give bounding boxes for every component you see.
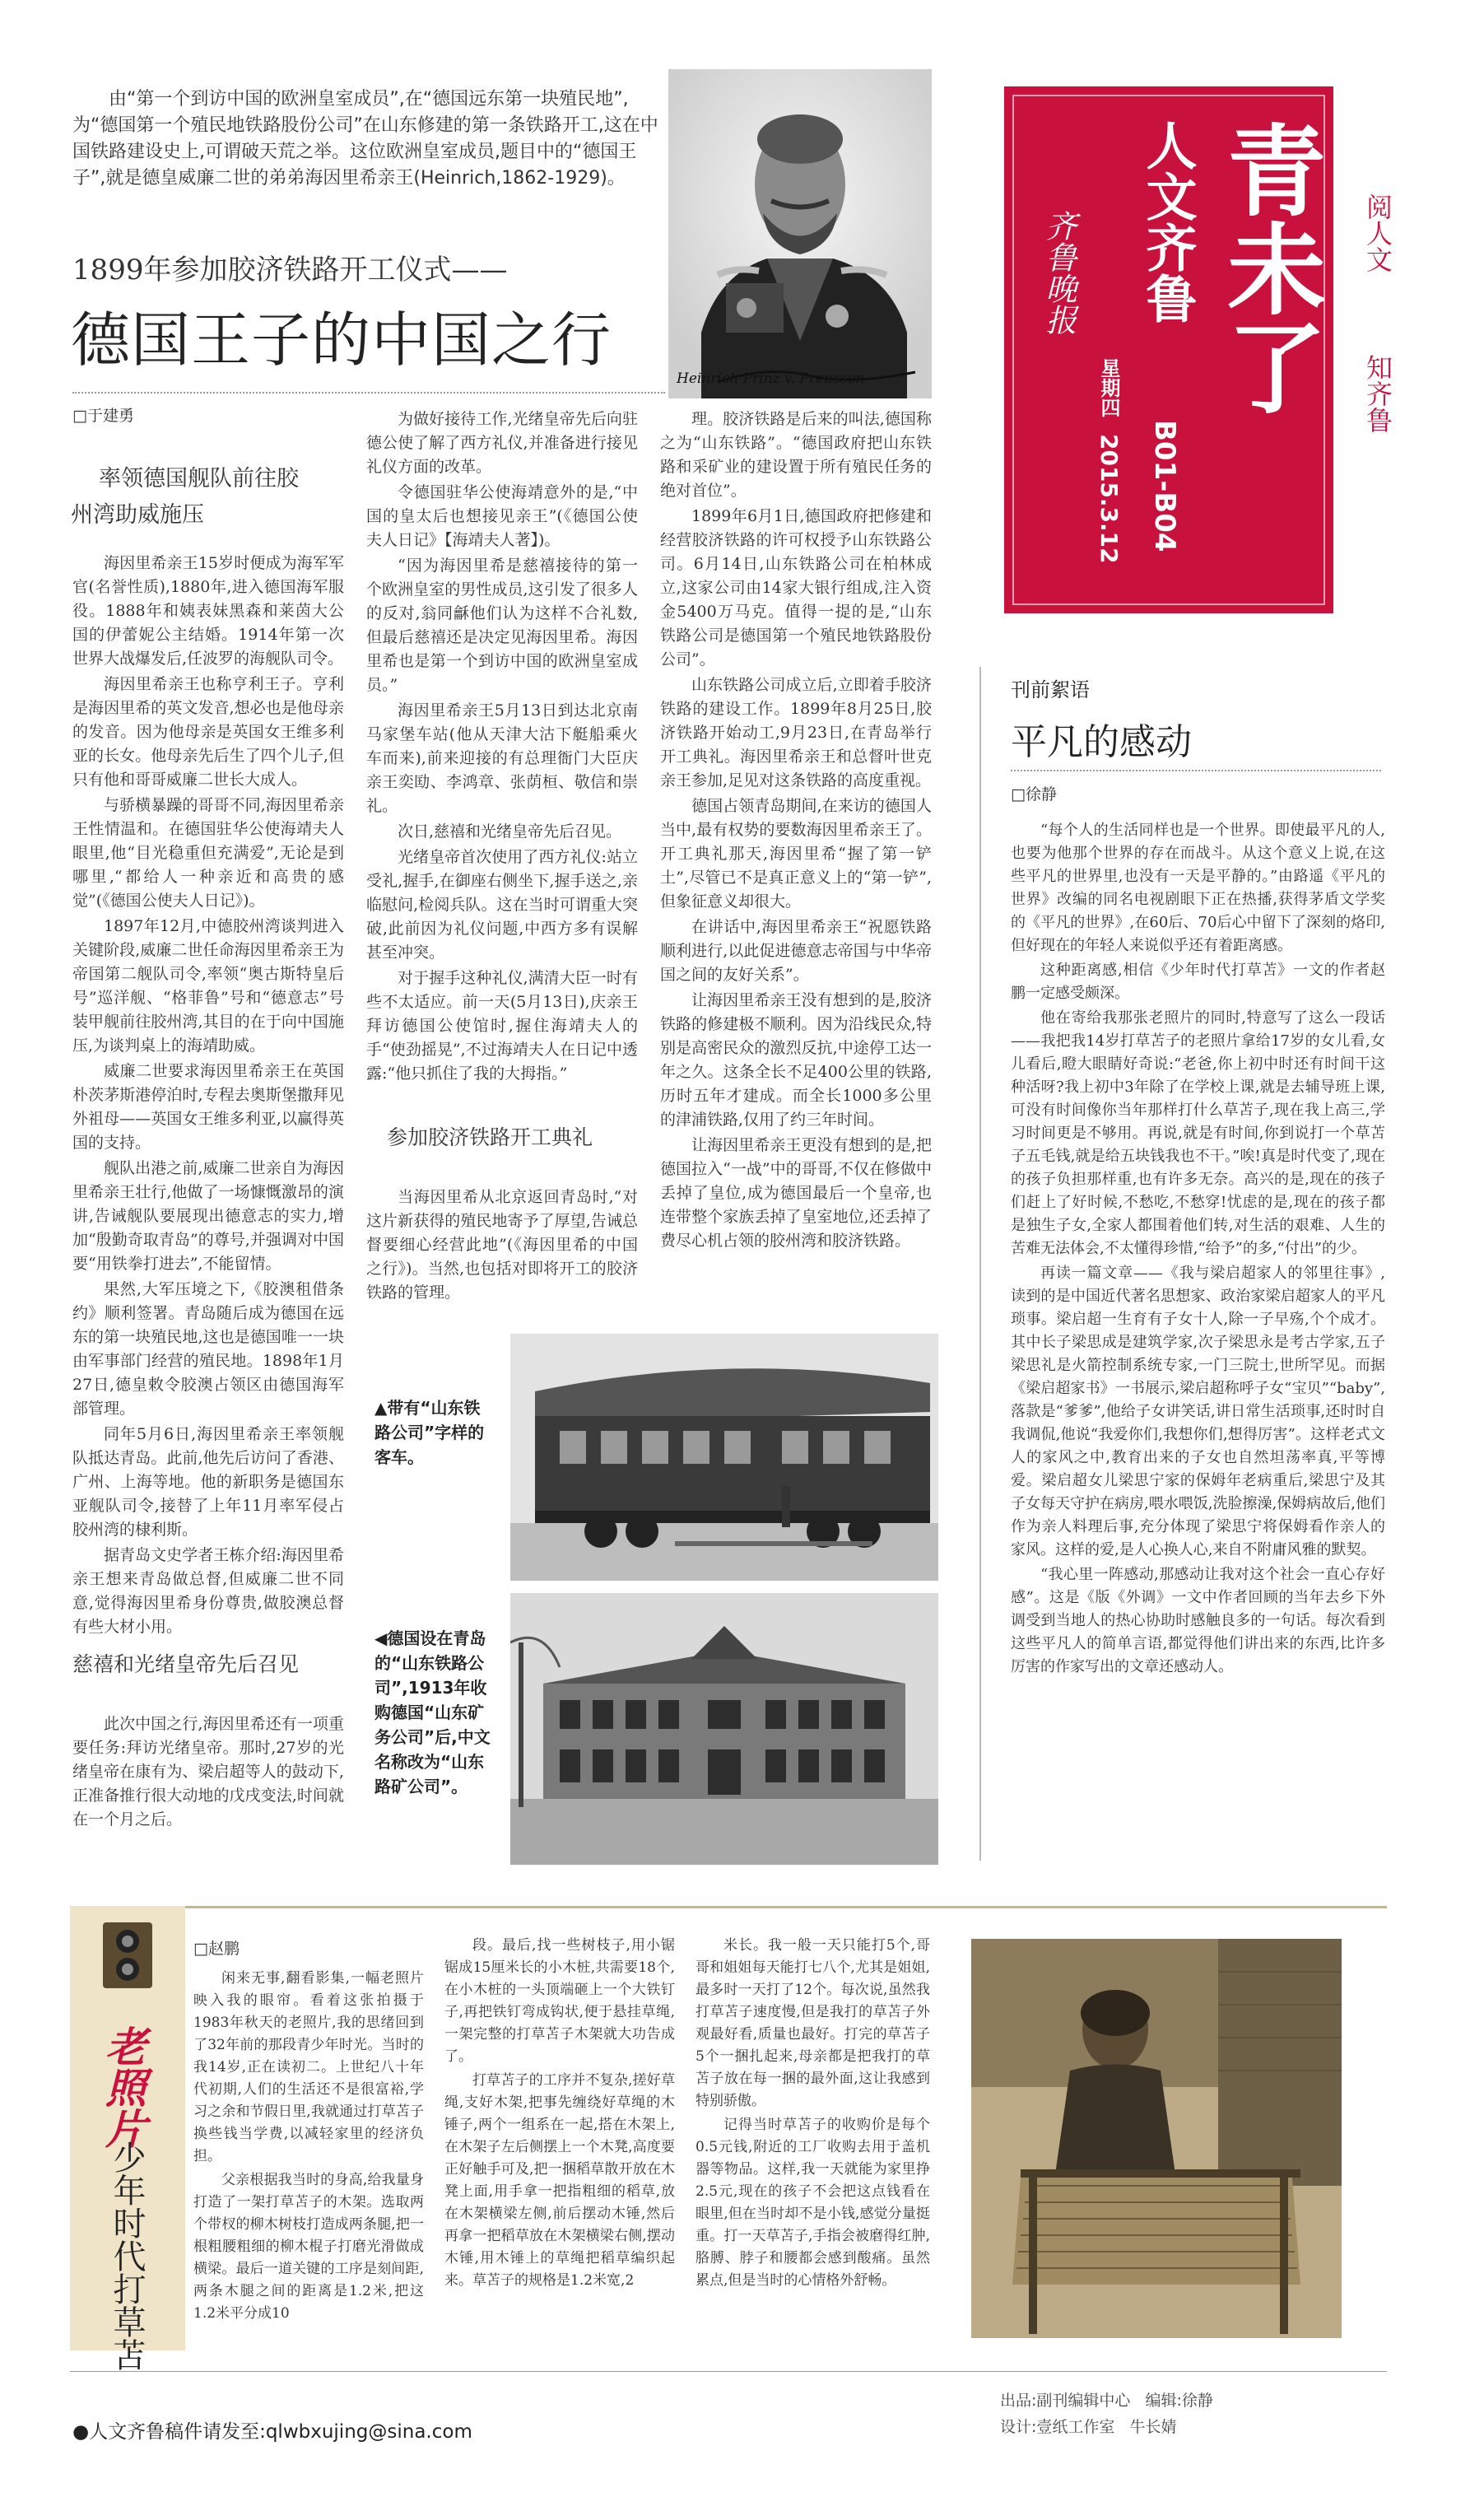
paragraph: 在讲话中,海因里希亲王“祝愿铁路顺利进行,以此促进德意志帝国与中华帝国之间的友好关系”。	[660, 918, 932, 984]
paragraph: 这种距离感,相信《少年时代打草苫》一文的作者赵鹏一定感受颇深。	[1011, 962, 1385, 1002]
masthead-weekday: 星期四	[1097, 358, 1120, 417]
boy-weaving-photo	[971, 1939, 1342, 2338]
footer-credit-design: 设计:壹纸工作室	[1000, 2418, 1115, 2436]
masthead-side-2	[1358, 354, 1398, 433]
portrait-photo-heinrich	[668, 69, 932, 398]
paragraph: 米长。我一般一天只能打5个,哥哥和姐姐每天能打七八个,尤其是姐姐,最多时一天打了12个。每次说,虽然我打草苫子速度慢,但是我打的草苫子外观最好看,质量也最好。打完的草苫子5个一捆扎起来,母亲都是把我打的草苫子放在每一捆的最外面,这让我感到特别骄傲。	[695, 1937, 930, 2109]
paragraph: “因为海因里希是慈禧接待的第一个欧洲皇室的男性成员,这引发了很多人的反对,翁同龢他们认为这样不合礼数,但最后慈禧还是决定见海因里希。海因里希也是第一个到访中国的欧洲皇室成员。”	[366, 557, 638, 694]
lead-col1-tail-text: 此次中国之行,海因里希还有一项重要任务:拜访光绪皇帝。那时,27岁的光绪皇帝在康有为、梁启超等人的鼓动下,正准备推行很大动地的戊戌变法,时间就在一个月之后。	[72, 1715, 344, 1829]
paragraph: 1899年6月1日,德国政府把修建和经营胶济铁路的许可权授予山东铁路公司。6月14日,山东铁路公司在柏林成立,这家公司由14家大银行组成,注入资金5400万马克。值得一提的是,“山东铁路公司是德国第一个殖民地铁路股份公司”。	[660, 507, 932, 669]
masthead-box	[1004, 86, 1333, 613]
masthead-side-1	[1358, 193, 1398, 273]
lead-column-3	[660, 408, 932, 1255]
paragraph: 他在寄给我那张老照片的同时,特意写了这么一段话——我把我14岁打草苫子的老照片拿给17岁的女儿看,女儿看后,瞪大眼睛好奇说:“老爸,你上初中时还有时间干这种活呀?我上初中3年除了在学校上课,就是去辅导班上课,可没有时间像你当年那样打什么草苫子,现在我上高三,学习时间更是不够用。再说,就是有时间,你到说打一个草苫子五毛钱,就是给五块钱我也不干。”唉!真是时代变了,现在的孩子负担那样重,也有许多无奈。高兴的是,现在的孩子们赶上了好时候,不愁吃,不愁穿!忧虑的是,现在的孩子都是独生子女,全家人都围着他们转,对生活的艰难、人生的苦难无法体会,不太懂得珍惜,“给予”的多,“付出”的少。	[1011, 1009, 1385, 1257]
paragraph: 再读一篇文章——《我与梁启超家人的邻里往事》,读到的是中国近代著名思想家、政治家梁启超家人的平凡琐事。梁启超一生育有子女十人,除一子早殇,个个成才。其中长子梁思成是建筑学家,次子梁思永是考古学家,五子梁思礼是火箭控制系统专家,一门三院士,世所罕见。而据《梁启超家书》一书展示,梁启超称呼子女“宝贝”“baby”,落款是“爹爹”,他给子女讲笑话,讲日常生活琐事,还时时自我调侃,他说“我爱你们,我想你们,想得厉害”。这样老式文人的家风之中,教育出来的子女也自然坦荡率真,平等博爱。梁启超女儿梁思宁家的保姆年老病重后,梁思宁及其子女每天守护在病房,喂水喂饭,洗脸擦澡,保姆病故后,他们作为亲人料理后事,充分体现了梁思宁将保姆看作亲人的家风。这样的爱,是人心换人心,来自不附庸风雅的默契。	[1011, 1265, 1385, 1558]
paragraph: 光绪皇帝首次使用了西方礼仪:站立受礼,握手,在御座右侧坐下,握手送之,亲临慰问,检阅兵队。这在当时可谓重大突破,此前因为礼仪问题,中西方多有误解甚至冲突。	[366, 848, 638, 962]
paragraph: 让海因里希亲王更没有想到的是,把德国拉入“一战”中的哥哥,不仅在修做中丢掉了皇位,成为德国最后一个皇帝,也连带整个家族丢掉了皇室地位,还丢掉了费尽心机占领的胶州湾和胶济铁路。	[660, 1136, 932, 1250]
paragraph: 理。胶济铁路是后来的叫法,德国称之为“山东铁路”。“德国政府把山东铁路和采矿业的建设置于所有殖民任务的绝对首位”。	[660, 410, 932, 500]
camera-icon	[99, 1918, 156, 1996]
paragraph: 果然,大军压境之下,《胶澳租借条约》顺利签署。青岛随后成为德国在远东的第一块殖民地,这也是德国唯一一块由军事部门经营的殖民地。1898年1月27日,德皇敕令胶澳占领区由德国海军部管理。	[72, 1280, 344, 1418]
masthead-section-text: 人文齐鲁	[1137, 119, 1198, 324]
lead-intro-text: 由“第一个到访中国的欧洲皇室成员”,在“德国远东第一块殖民地”,为“德国第一个殖民地铁路股份公司”在山东修建的第一条铁路开工,这在中国铁路建设史上,可谓破天荒之举。这位欧洲皇室成员,题目中的“德国王子”,就是德皇威廉二世的弟弟海因里希亲王(Heinrich,1862-1929)。	[72, 89, 658, 189]
caption-railway-car: ▲带有“山东铁路公司”字样的客车。	[374, 1398, 485, 1467]
old-photo-column-label-text: 老照片	[99, 2025, 147, 2149]
masthead-side-2-text: 知齐鲁	[1362, 354, 1393, 433]
masthead-brand	[1211, 119, 1329, 416]
footer-rule	[70, 2371, 1387, 2372]
paragraph: 德国占领青岛期间,在来访的德国人当中,最有权势的要数海因里希亲王了。开工典礼那天,海因里希“握了第一铲土”,尽管已不是真正意义上的“第一铲”,但象征意义却很大。	[660, 797, 932, 911]
paragraph: 段。最后,找一些树枝子,用小锯锯成15厘米长的小木桩,共需要18个,在小木桩的一头顶端砸上一个大铁钉子,再把铁钉弯成钩状,便于悬挂草绳,一架完整的打草苫子木架就大功告成了。	[444, 1937, 675, 2065]
lead-subhead-1b: 州湾助威施压	[71, 502, 204, 528]
lead-column-1-tail	[72, 1712, 344, 1833]
lead-byline: □于建勇	[72, 407, 134, 425]
lead-subhead-1a: 率领德国舰队前往胶	[99, 466, 299, 491]
footer-credit-designer: 牛长婧	[1129, 2418, 1177, 2436]
paragraph: 记得当时草苫子的收购价是每个0.5元钱,附近的工厂收购去用于盖机器等物品。这样,我一天就能为家里挣2.5元,现在的孩子不会把这点钱看在眼里,但在当时却不是小钱,感觉分量挺重。打一天草苫子,手指会被磨得红肿,胳膊、脖子和腰都会感到酸痛。虽然累点,但是当时的心情格外舒畅。	[695, 2117, 930, 2289]
portrait-signature: Heinrich Prinz v. Preussen	[677, 370, 865, 387]
paragraph: 海因里希亲王也称亨利王子。亨利是海因里希的英文发音,想必也是他母亲的发音。因为他母亲是英国女王维多利亚的长女。他母亲先后生了四个儿子,但只有他和哥哥威廉二世长大成人。	[72, 675, 344, 789]
bottom-byline: □赵鹏	[193, 1940, 240, 1958]
paragraph: 山东铁路公司成立后,立即着手胶济铁路的建设工作。1899年8月25日,胶济铁路开始动工,9月23日,在青岛举行开工典礼。海因里希亲王和总督叶世克亲王参加,足见对这条铁路的高度重视。	[660, 676, 932, 790]
old-photo-title-text: 少年时代打草苫	[108, 2141, 146, 2371]
masthead-pages-text: B01-B04	[1148, 420, 1181, 552]
lead-intro	[72, 86, 665, 192]
lead-column-2	[366, 408, 638, 1088]
side-headline: 平凡的感动	[1011, 721, 1192, 763]
paragraph: 威廉二世要求海因里希亲王在英国朴茨茅斯港停泊时,专程去奥斯堡撒拜见外祖母——英国女王维多利亚,以赢得英国的支持。	[72, 1062, 344, 1152]
paragraph: 1897年12月,中德胶州湾谈判进入关键阶段,威廉二世任命海因里希亲王为帝国第二舰队司令,率领“奥古斯特皇后号”巡洋舰、“格菲鲁”号和“德意志”号装甲舰前往胶州湾,其目的在于向中国施压,为谈判桌上的海靖助威。	[72, 917, 344, 1055]
masthead-brand-text: 青未了	[1211, 119, 1325, 416]
bottom-column-3	[695, 1935, 930, 2294]
paragraph: “每个人的生活同样也是一个世界。即使最平凡的人,也要为他那个世界的存在而战斗。从这个意义上说,在这些平凡的世界里,也没有一天是平静的。”由路遥《平凡的世界》改编的同名电视剧眼下正在热播,获得茅盾文学奖的《平凡的世界》,在60后、70后心中留下了深刻的烙印,但好现在的年轻人来说似乎还有着距离感。	[1011, 822, 1385, 954]
lead-subhead-1	[71, 461, 346, 533]
paragraph: 次日,慈禧和光绪皇帝先后召见。	[398, 822, 622, 841]
paragraph: 对于握手这种礼仪,满清大臣一时有些不太适应。前一天(5月13日),庆亲王拜访德国公使馆时,握住海靖夫人的手“使劲摇晃”,不过海靖夫人在日记中透露:“他只抓住了我的大拇指。”	[366, 969, 638, 1083]
paragraph: 闲来无事,翻看影集,一幅老照片映入我的眼帘。看着这张拍摄于1983年秋天的老照片,我的思绪回到了32年前的那段青少年时光。当时的我14岁,正在读初二。上世纪八十年代初期,人们的生活还不是很富裕,学习之余和节假日里,我就通过打草苫子换些钱当学费,以减轻家里的经济负担。	[193, 1970, 424, 2164]
masthead-side-1-text: 阅人文	[1362, 193, 1393, 273]
bottom-column-2	[444, 1935, 675, 2294]
footer-credits	[1000, 2388, 1379, 2440]
masthead-paper	[1037, 210, 1078, 335]
paragraph: 令德国驻华公使海靖意外的是,“中国的皇太后也想接见亲王”(《德国公使夫人日记》【海靖夫人著】)。	[366, 483, 638, 549]
masthead-paper-text: 齐鲁晚报	[1040, 210, 1077, 335]
bullet-icon: ●	[72, 2421, 90, 2443]
lead-column-2-tail	[366, 1186, 638, 1307]
paragraph: 父亲根据我当时的身高,给我量身打造了一架打草苫子的木架。选取两个带杈的柳木树枝打造成两条腿,把一根粗腰粗细的柳木棍子打磨光滑做成横梁。最后一道关键的工序是刻间距,两条木腿之间的距离是1.2米,把这1.2米平分成10	[193, 2172, 424, 2322]
headline-divider	[72, 392, 665, 394]
masthead-section	[1128, 119, 1202, 324]
lead-kicker: 1899年参加胶济铁路开工仪式——	[72, 254, 508, 287]
footer-submit-text[interactable]: 人文齐鲁稿件请发至:qlwbxujing@sina.com	[89, 2421, 472, 2443]
lead-column-1	[72, 552, 344, 1641]
paragraph: 舰队出港之前,威廉二世亲自为海因里希亲王壮行,他做了一场慷慨激昂的演讲,告诫舰队要展现出德意志的实力,增加“殷勤奇取青岛”的尊号,并强调对中国要“用铁拳打进去”,不能留情。	[72, 1159, 344, 1273]
footer-credit-editor: 编辑:徐静	[1145, 2392, 1213, 2410]
footer-submit	[72, 2416, 472, 2443]
caption-building: ◀德国设在青岛的“山东铁路公司”,1913年收购德国“山东矿务公司”后,中文名称改为“山东路矿公司”。	[374, 1628, 491, 1796]
paragraph: 同年5月6日,海因里希亲王率领舰队抵达青岛。此前,他先后访问了香港、广州、上海等地。他的新职务是德国东亚舰队司令,接替了上年11月率军侵占胶州湾的棣利斯。	[72, 1425, 344, 1539]
railway-car-photo	[510, 1334, 938, 1581]
side-byline: □徐静	[1011, 785, 1057, 804]
paragraph: 打草苫子的工序并不复杂,搓好草绳,支好木架,把事先缠绕好草绳的木锤子,两个一组系在一起,搭在木架上,在木架子左后侧摆上一个木凳,高度要正好触手可及,把一捆稻草散开放在木凳上面,用手拿一把指粗细的稻草,放在木架横梁左侧,前后摆动木锤,然后再拿一把稻草放在木架横梁右侧,摆动木锤,用木锤上的草绳把稻草编织起来。草苫子的规格是1.2米宽,2	[444, 2072, 675, 2289]
lead-subhead-3: 参加胶济铁路开工典礼	[387, 1125, 593, 1149]
railway-company-building-photo	[510, 1593, 938, 1865]
masthead-pages	[1123, 420, 1181, 552]
lead-subhead-2: 慈禧和光绪皇帝先后召见	[72, 1652, 300, 1676]
footer-credit-producer: 出品:副刊编辑中心	[1000, 2392, 1131, 2410]
lead-col2-tail-text: 当海因里希从北京返回青岛时,“对这片新获得的殖民地寄予了厚望,告诫总督要细心经营此地”(《海因里希的中国之行》)。当然,也包括对即将开工的胶济铁路的管理。	[366, 1188, 638, 1302]
side-divider	[1011, 770, 1381, 771]
column-divider	[979, 667, 981, 1861]
lead-headline: 德国王子的中国之行	[71, 305, 612, 375]
side-label: 刊前絮语	[1011, 678, 1090, 701]
old-photo-title	[107, 2141, 147, 2371]
bottom-column-1	[193, 1968, 424, 2327]
side-column	[1011, 819, 1385, 1680]
paragraph: 据青岛文史学者王栋介绍:海因里希亲王想来青岛做总督,但威廉二世不同意,觉得海因里希身份尊贵,做胶澳总督有些大材小用。	[72, 1546, 344, 1636]
paragraph: 海因里希亲王15岁时便成为海军军官(名誉性质),1880年,进入德国海军服役。1888年和姨表妹黑森和莱茵大公国的伊蕾妮公主结婚。1914年第一次世界大战爆发后,任波罗的海舰队司令。	[72, 554, 344, 668]
paragraph: 与骄横暴躁的哥哥不同,海因里希亲王性情温和。在德国驻华公使海靖夫人眼里,他“目光稳重但充满爱”,无论是到哪里,“都给人一种亲近和高贵的感觉”(《德国公使夫人日记》)。	[72, 796, 344, 910]
paragraph: “我心里一阵感动,那感动让我对这个社会一直心存好感”。这是《版《外调》一文中作者回顾的当年去乡下外调受到当地人的热心协助时感触良多的一句话。每次看到这些平凡人的简单言语,都觉得他们讲出来的东西,比许多厉害的作家写出的文章还感动人。	[1011, 1566, 1385, 1675]
paragraph: 为做好接待工作,光绪皇帝先后向驻德公使了解了西方礼仪,并准备进行接见礼仪方面的改革。	[366, 410, 638, 476]
paragraph: 让海因里希亲王没有想到的是,胶济铁路的修建极不顺利。因为沿线民众,特别是高密民众的激烈反抗,中途停工达一年之久。这条全长不足400公里的铁路,历时五年才建成。而全长1000多公里的津浦铁路,仅用了约三年时间。	[660, 991, 932, 1129]
paragraph: 海因里希亲王5月13日到达北京南马家堡车站(他从天津大沽下艇船乘火车而来),前来迎接的有总理衙门大臣庆亲王奕劻、李鸿章、张荫桓、敬信和崇礼。	[366, 701, 638, 815]
old-photo-column-label	[99, 2025, 147, 2149]
masthead-dateline	[1074, 358, 1123, 563]
masthead-date: 2015.3.12	[1096, 433, 1123, 564]
